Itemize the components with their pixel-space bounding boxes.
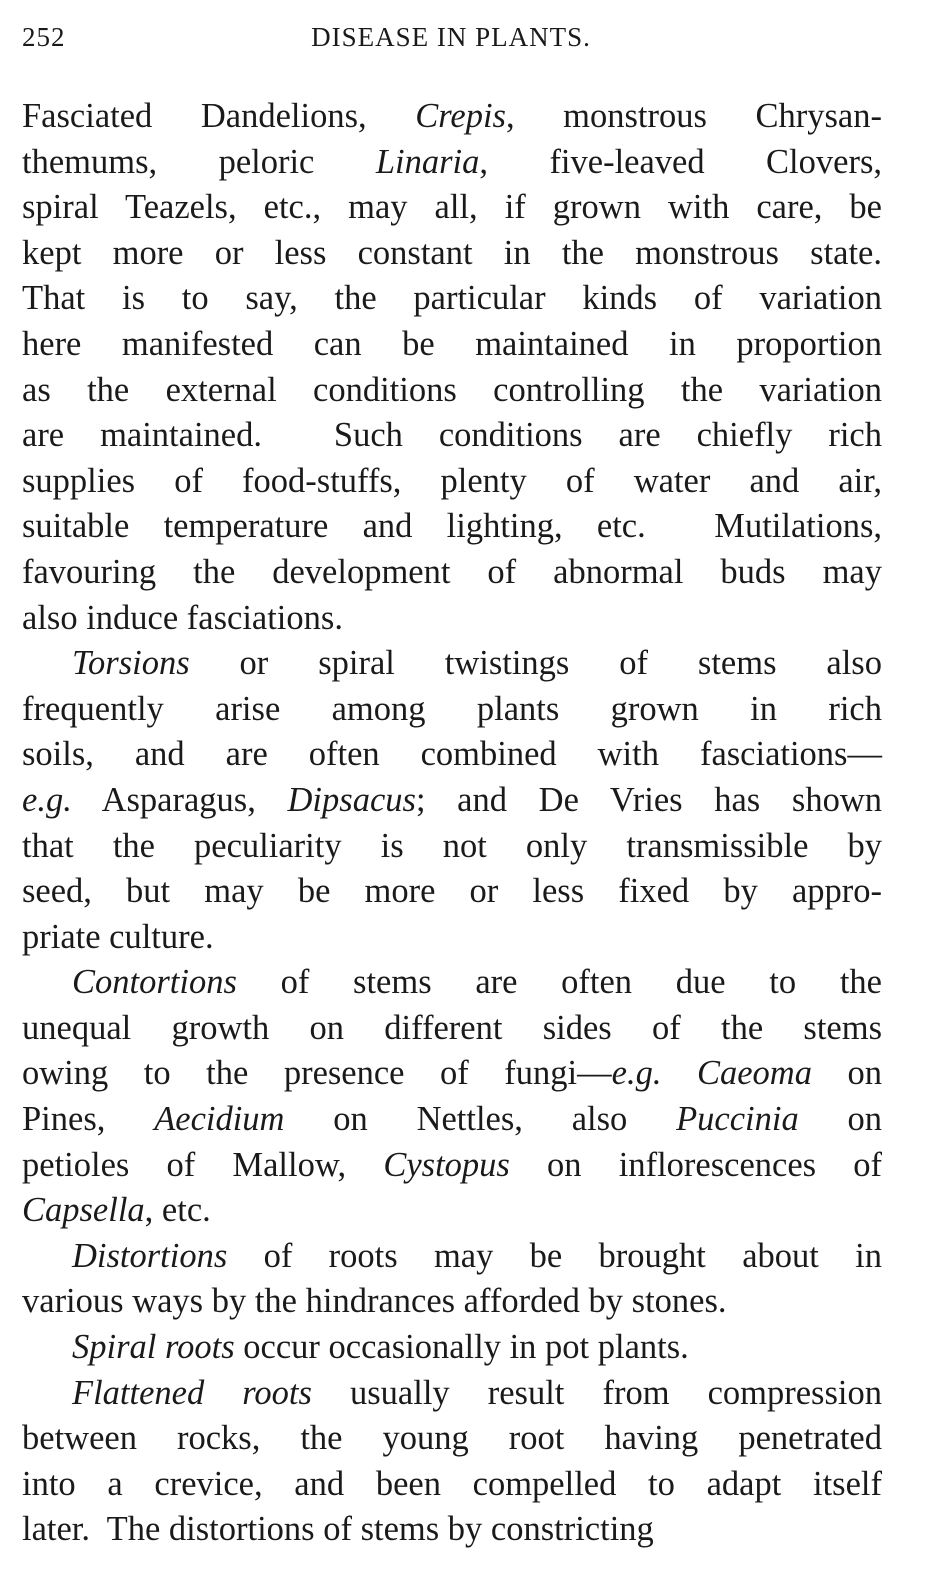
text-segment: of stems are often due to the [236,963,882,1002]
text-line [22,504,882,550]
text-segment: here manifested can be maintained in proportion [22,324,882,363]
text-line [22,1188,882,1234]
text-segment: favouring the development of abnormal buds may [22,552,882,591]
italic-text: Dipsacus [287,780,416,819]
italic-text: e.g. Caeoma [611,1054,812,1093]
page-number: 252 [22,22,66,52]
text-segment: of roots may be brought about in [227,1236,882,1275]
text-segment: various ways by the hindrances afforded by stones. [22,1282,727,1321]
text-line [22,459,882,505]
text-line [22,732,882,778]
italic-text: Cystopus [383,1145,510,1184]
italic-text: Puccinia [676,1100,799,1139]
text-line [22,687,882,733]
text-segment: on [798,1100,883,1139]
text-segment: usually result from compression [311,1373,882,1412]
text-line [22,869,882,915]
italic-text: Linaria [375,142,480,181]
italic-text: e.g. [22,780,72,819]
page-header [22,22,880,62]
text-segment: ; and De Vries has shown [415,780,882,819]
text-line [22,1097,882,1143]
text-line [22,1006,882,1052]
text-line [22,1051,882,1097]
italic-text: Flattened roots [72,1373,312,1412]
text-line [22,1416,882,1462]
text-line [22,1143,882,1189]
italic-text: Spiral roots [72,1328,235,1367]
text-line [22,915,882,961]
text-segment: priate culture. [22,917,214,956]
text-segment: , monstrous Chrysan- [505,97,882,135]
text-line [22,1371,882,1417]
italic-text: Contortions [72,963,237,1002]
text-line [22,185,882,231]
text-line [22,368,882,414]
running-title: DISEASE IN PLANTS. [311,22,591,52]
text-segment: , etc. [144,1191,211,1230]
text-segment: later. The distortions of stems by constricting [22,1510,654,1549]
text-segment: That is to say, the particular kinds of variation [22,279,882,318]
text-line [22,1234,882,1280]
italic-text: Distortions [72,1236,228,1275]
text-segment: on inflorescences of [509,1145,882,1184]
text-line [22,1279,882,1325]
text-segment: suitable temperature and lighting, etc. Mutilations, [22,507,882,546]
text-segment: Pines, [22,1100,155,1139]
text-line [22,1325,882,1371]
text-line [22,641,882,687]
text-segment: Asparagus, [71,780,288,819]
text-segment: into a crevice, and been compelled to adapt itself [22,1464,882,1503]
text-line [22,1507,882,1553]
text-segment: occur occasionally in pot plants. [234,1328,689,1367]
text-segment: frequently arise among plants grown in rich [22,689,882,728]
text-segment: that the peculiarity is not only transmissible by [22,826,882,865]
body-text [22,94,882,1553]
text-segment: on [811,1054,882,1093]
text-segment: between rocks, the young root having penetrated [22,1419,882,1458]
text-line [22,960,882,1006]
text-segment: themums, peloric [22,142,376,181]
text-segment: as the external conditions controlling the variation [22,370,882,409]
text-segment: unequal growth on different sides of the stems [22,1008,882,1047]
text-segment: soils, and are often combined with fasciations— [22,735,882,774]
text-segment: , five-leaved Clovers, [479,142,882,181]
italic-text: Aecidium [154,1100,285,1139]
text-segment: Fasciated Dandelions, [22,97,416,135]
text-line [22,413,882,459]
text-segment: owing to the presence of fungi— [22,1054,612,1093]
text-segment: spiral Teazels, etc., may all, if grown with care, be [22,188,882,227]
text-line [22,1462,882,1508]
text-segment: seed, but may be more or less fixed by appro- [22,872,882,911]
text-segment: on Nettles, also [284,1100,677,1139]
text-line [22,276,882,322]
text-segment: also induce fasciations. [22,598,343,637]
text-line [22,778,882,824]
text-segment: petioles of Mallow, [22,1145,384,1184]
italic-text: Torsions [72,644,190,683]
text-line [22,231,882,277]
text-line [22,322,882,368]
text-segment: or spiral twistings of stems also [189,644,882,683]
text-segment: kept more or less constant in the monstrous state. [22,233,882,272]
text-segment: supplies of food-stuffs, plenty of water and air, [22,461,882,500]
text-line [22,824,882,870]
text-segment: are maintained. Such conditions are chiefly rich [22,416,882,455]
text-line [22,596,882,642]
text-line [22,94,882,140]
italic-text: Crepis [415,97,506,135]
italic-text: Capsella [22,1191,145,1230]
text-line [22,140,882,186]
text-line [22,550,882,596]
